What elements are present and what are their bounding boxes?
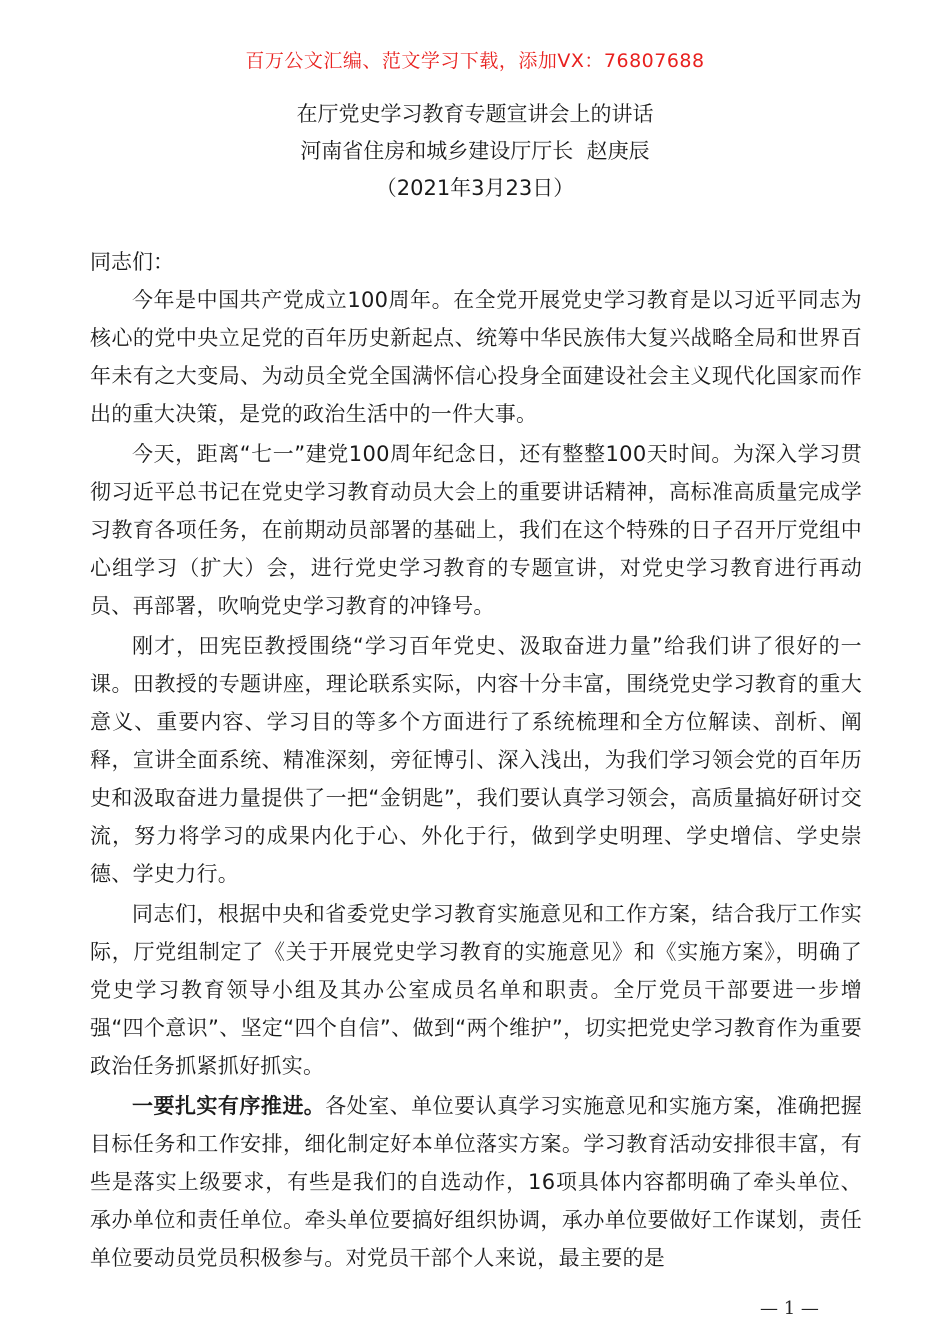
document-body: [90, 243, 862, 1279]
title-block: [0, 96, 950, 207]
paragraph-3: 刚才，田宪臣教授围绕“学习百年党史、汲取奋进力量”给我们讲了很好的一课。田教授的专题讲座，理论联系实际，内容十分丰富，围绕党史学习教育的重大意义、重要内容、学习目的等多个方面进行了系统梳理和全方位解读、剖析、阐释，宣讲全面系统、精准深刻，旁征博引、深入浅出，为我们学习领会党的百年历史和汲取奋进力量提供了一把“金钥匙”，我们要认真学习领会，高质量搞好研讨交流，努力将学习的成果内化于心、外化于行，做到学史明理、学史增信、学史崇德、学史力行。: [90, 634, 862, 886]
speaker-line: 河南省住房和城乡建设厅厅长 赵庚辰: [300, 139, 650, 163]
paragraph-5: [90, 1087, 862, 1277]
speech-date: （2021年3月23日）: [375, 176, 575, 200]
page-number: — 1 —: [760, 1298, 819, 1319]
speech-title: 在厅党史学习教育专题宣讲会上的讲话: [296, 102, 654, 126]
section-1-heading: 一要扎实有序推进。: [132, 1094, 326, 1118]
section-1-text: 各处室、单位要认真学习实施意见和实施方案，准确把握目标任务和工作安排，细化制定好本单位落实方案。学习教育活动安排很丰富，有些是落实上级要求，有些是我们的自选动作，16项具体内容都明确了牵头单位、承办单位和责任单位。牵头单位要搞好组织协调，承办单位要做好工作谋划，责任单位要动员党员积极参与。对党员干部个人来说，最主要的是: [90, 1094, 862, 1270]
watermark-banner: 百万公文汇编、范文学习下载，添加VX：76807688: [245, 50, 705, 72]
greeting: 同志们：: [90, 250, 174, 274]
paragraph-2: 今天，距离“七一”建党100周年纪念日，还有整整100天时间。为深入学习贯彻习近平总书记在党史学习教育动员大会上的重要讲话精神，高标准高质量完成学习教育各项任务，在前期动员部署的基础上，我们在这个特殊的日子召开厅党组中心组学习（扩大）会，进行党史学习教育的专题宣讲，对党史学习教育进行再动员、再部署，吹响党史学习教育的冲锋号。: [90, 442, 862, 618]
paragraph-1: 今年是中国共产党成立100周年。在全党开展党史学习教育是以习近平同志为核心的党中央立足党的百年历史新起点、统筹中华民族伟大复兴战略全局和世界百年未有之大变局、为动员全党全国满怀信心投身全面建设社会主义现代化国家而作出的重大决策，是党的政治生活中的一件大事。: [90, 288, 862, 426]
paragraph-4: 同志们，根据中央和省委党史学习教育实施意见和工作方案，结合我厅工作实际，厅党组制定了《关于开展党史学习教育的实施意见》和《实施方案》，明确了党史学习教育领导小组及其办公室成员名单和职责。全厅党员干部要进一步增强“四个意识”、坚定“四个自信”、做到“两个维护”，切实把党史学习教育作为重要政治任务抓紧抓好抓实。: [90, 902, 862, 1078]
